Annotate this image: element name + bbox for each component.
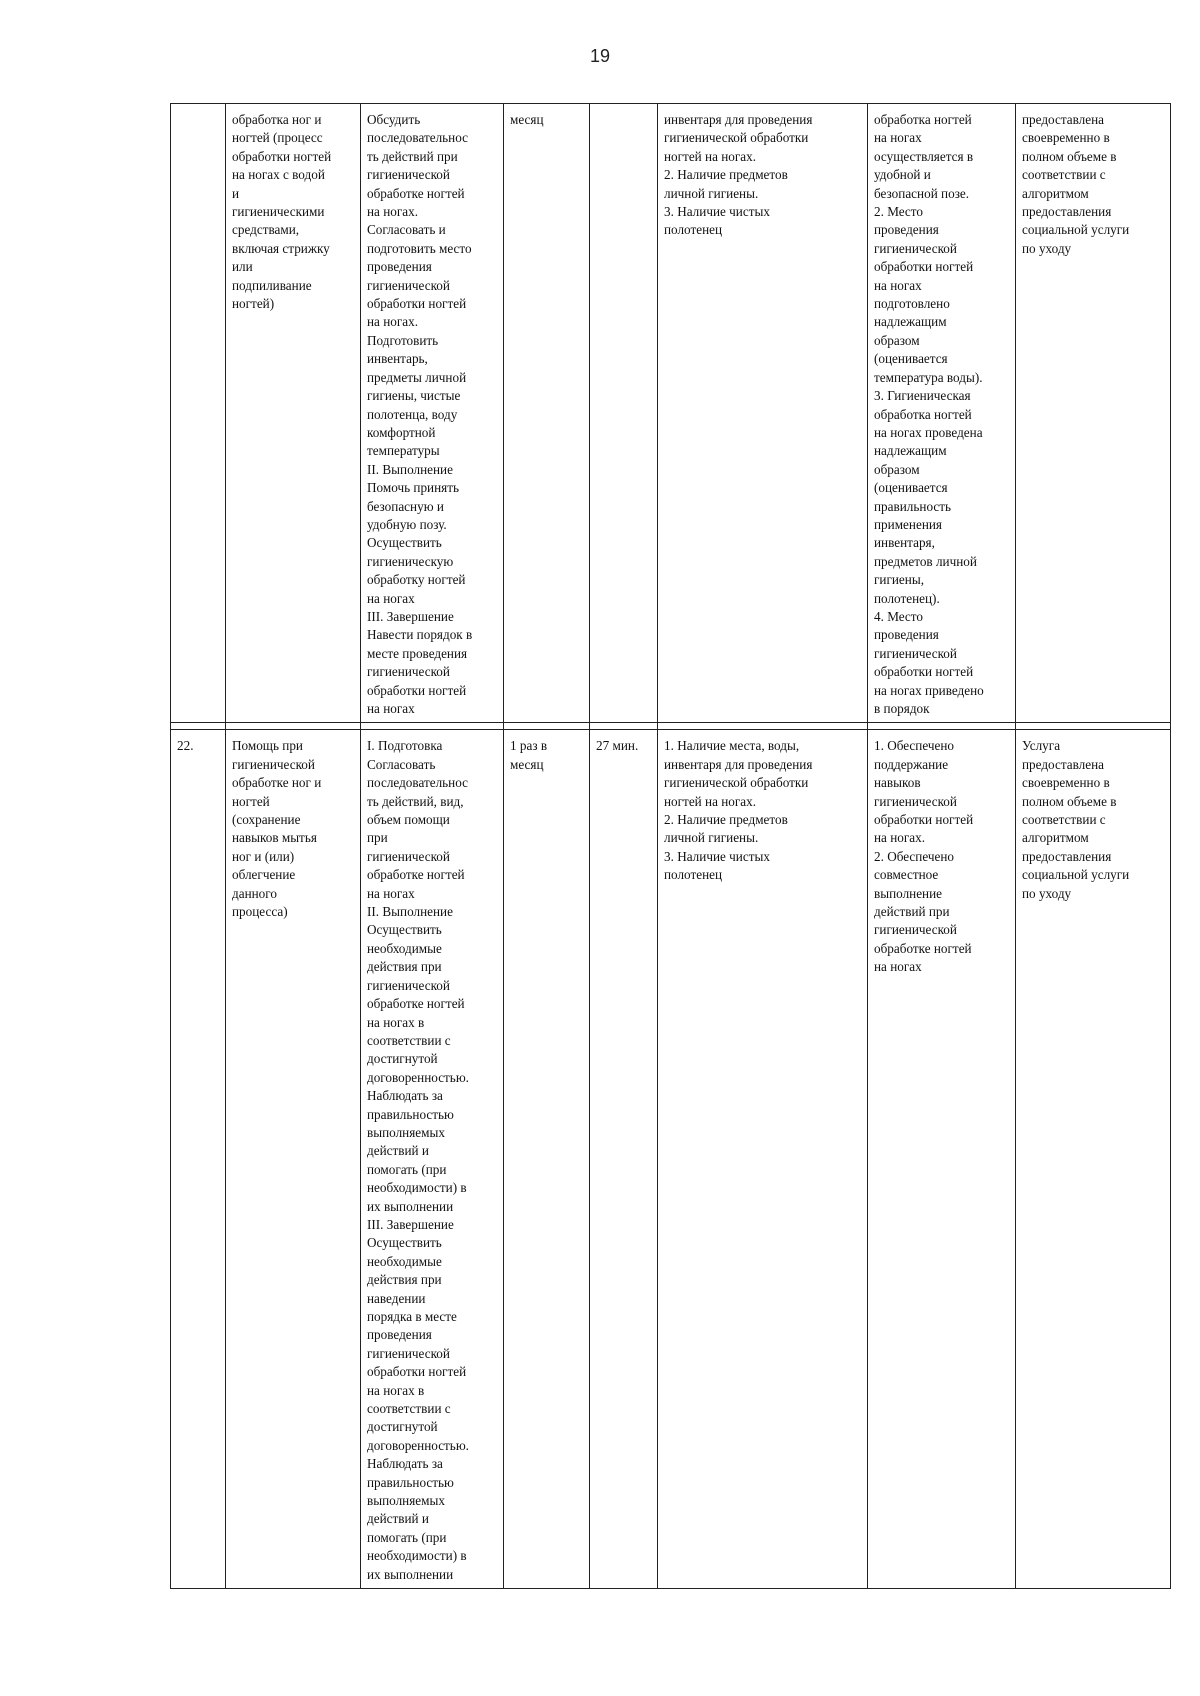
conditions-cell: инвентаря для проведения гигиенической обработки ногтей на ногах. 2. Наличие предметов личной гигиены. 3. Наличие чистых полотенец xyxy=(658,104,868,723)
service-name-cell: Помощь при гигиенической обработке ног и ногтей (сохранение навыков мытья ног и (или) облегчение данного процесса) xyxy=(226,730,361,1589)
service-name-cell: обработка ног и ногтей (процесс обработки ногтей на ногах с водой и гигиеническими средствами, включая стрижку или подпиливание ногтей) xyxy=(226,104,361,723)
quality-indicators-cell: обработка ногтей на ногах осуществляется в удобной и безопасной позе. 2. Место проведения гигиенической обработки ногтей на ногах подготовлено надлежащим образом (оценивается температура воды). 3. Гигиеническая обработка ногтей на ногах проведена надлежащим образом (оценивается правильность применения инвентаря, предметов личной гигиены, полотенец). 4. Место проведения гигиенической обработки ногтей на ногах приведено в порядок xyxy=(868,104,1016,723)
divider-cell xyxy=(1016,723,1171,730)
time-norm-cell: 27 мин. xyxy=(590,730,658,1589)
table-row xyxy=(171,730,1171,1589)
divider-cell xyxy=(226,723,361,730)
time-norm-cell xyxy=(590,104,658,723)
services-table xyxy=(170,103,1171,1589)
frequency-cell: месяц xyxy=(504,104,590,723)
divider-cell xyxy=(171,723,226,730)
divider-cell xyxy=(504,723,590,730)
quality-indicators-cell: 1. Обеспечено поддержание навыков гигиенической обработки ногтей на ногах. 2. Обеспечено совместное выполнение действий при гигиенической обработке ногтей на ногах xyxy=(868,730,1016,1589)
divider-cell xyxy=(658,723,868,730)
divider-cell xyxy=(590,723,658,730)
result-cell: Услуга предоставлена своевременно в полном объеме в соответствии с алгоритмом предоставления социальной услуги по уходу xyxy=(1016,730,1171,1589)
service-description-cell: Обсудить последовательнос ть действий при гигиенической обработке ногтей на ногах. Согласовать и подготовить место проведения гигиенической обработки ногтей на ногах. Подготовить инвентарь, предметы личной гигиены, чистые полотенца, воду комфортной температуры II. Выполнение Помочь принять безопасную и удобную позу. Осуществить гигиеническую обработку ногтей на ногах III. Завершение Навести порядок в месте проведения гигиенической обработки ногтей на ногах xyxy=(361,104,504,723)
divider-cell xyxy=(361,723,504,730)
result-cell: предоставлена своевременно в полном объеме в соответствии с алгоритмом предоставления социальной услуги по уходу xyxy=(1016,104,1171,723)
frequency-cell: 1 раз в месяц xyxy=(504,730,590,1589)
conditions-cell: 1. Наличие места, воды, инвентаря для проведения гигиенической обработки ногтей на ногах. 2. Наличие предметов личной гигиены. 3. Наличие чистых полотенец xyxy=(658,730,868,1589)
page-number: 19 xyxy=(589,46,611,66)
service-description-cell: I. Подготовка Согласовать последовательнос ть действий, вид, объем помощи при гигиенической обработке ногтей на ногах II. Выполнение Осуществить необходимые действия при гигиенической обработке ногтей на ногах в соответствии с достигнутой договоренностью. Наблюдать за правильностью выполняемых действий и помогать (при необходимости) в их выполнении III. Завершение Осуществить необходимые действия при наведении порядка в месте проведения гигиенической обработки ногтей на ногах в соответствии с достигнутой договоренностью. Наблюдать за правильностью выполняемых действий и помогать (при необходимости) в их выполнении xyxy=(361,730,504,1589)
row-number-cell xyxy=(171,104,226,723)
table-row-divider xyxy=(171,723,1171,730)
table-row xyxy=(171,104,1171,723)
divider-cell xyxy=(868,723,1016,730)
row-number-cell: 22. xyxy=(171,730,226,1589)
